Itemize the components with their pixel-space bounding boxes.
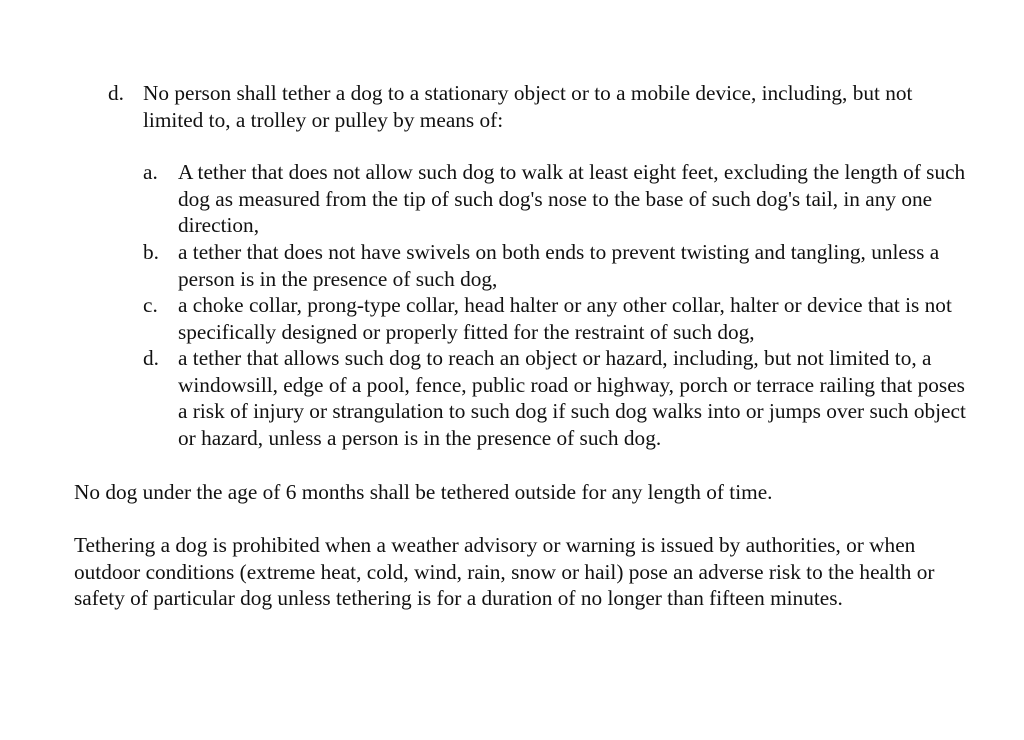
sub-list-item-text: A tether that does not allow such dog to walk at least eight feet, excluding the length of such dog as measured from the tip of such dog's nose to the base of such dog's tail, in any one direction, [178, 160, 966, 237]
paragraph-age-restriction: No dog under the age of 6 months shall be tethered outside for any length of time. [74, 480, 773, 504]
sub-list-item-text: a choke collar, prong-type collar, head halter or any other collar, halter or device that is not specifically designed or properly fitted for the restraint of such dog, [178, 293, 952, 344]
sub-list-marker: a. [143, 160, 158, 184]
sub-list-marker: c. [143, 293, 158, 317]
sub-list-item-text: a tether that does not have swivels on both ends to prevent twisting and tangling, unless a person is in the presence of such dog, [178, 240, 940, 291]
list-marker: d. [108, 81, 124, 105]
sub-list-marker: b. [143, 240, 159, 264]
list-item-text: No person shall tether a dog to a stationary object or to a mobile device, including, but not limited to, a trolley or pulley by means of: [143, 81, 913, 132]
sub-list-item-text: a tether that allows such dog to reach an object or hazard, including, but not limited to, a windowsill, edge of a pool, fence, public road or highway, porch or terrace railing that poses a risk of injury or strangulation to such dog if such dog walks into or jumps over such object or hazard, unless a person is in the presence of such dog. [178, 346, 966, 450]
paragraph-weather-restriction: Tethering a dog is prohibited when a weather advisory or warning is issued by authorities, or when outdoor conditions (extreme heat, cold, wind, rain, snow or hail) pose an adverse risk to the health or safety of particular dog unless tethering is for a duration of no longer than fifteen minutes. [74, 533, 935, 610]
sub-list-marker: d. [143, 346, 159, 370]
